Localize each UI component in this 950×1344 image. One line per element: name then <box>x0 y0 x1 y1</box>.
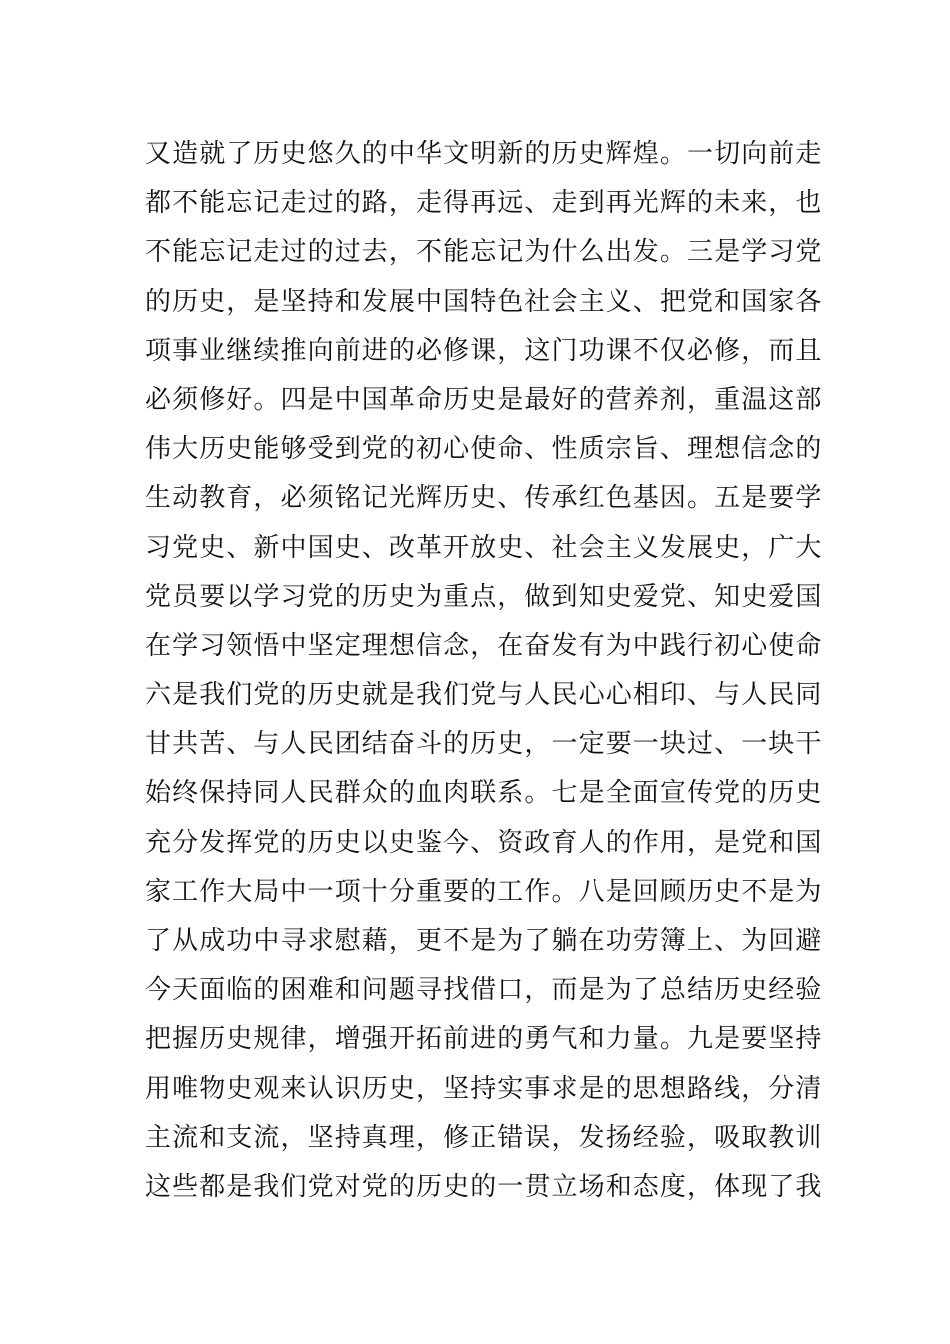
text-line: 今天面临的困难和问题寻找借口，而是为了总结历史经验 <box>145 975 823 1006</box>
text-line: 主流和支流，坚持真理，修正错误，发扬经验，吸取教训 <box>145 1122 823 1153</box>
text-line: 的历史，是坚持和发展中国特色社会主义、把党和国家各 <box>145 286 823 317</box>
body-text <box>145 130 823 1212</box>
text-line: 充分发挥党的历史以史鉴今、资政育人的作用，是党和国 <box>145 827 823 858</box>
text-line: 了从成功中寻求慰藉，更不是为了躺在功劳簿上、为回避 <box>145 926 823 956</box>
text-line: 都不能忘记走过的路，走得再远、走到再光辉的未来，也 <box>145 188 823 219</box>
text-line: 始终保持同人民群众的血肉联系。七是全面宣传党的历史 <box>145 778 823 809</box>
text-line: 项事业继续推向前进的必修课，这门功课不仅必修，而且 <box>145 335 823 366</box>
text-line: 把握历史规律，增强开拓前进的勇气和力量。九是要坚持 <box>145 1024 823 1055</box>
text-line: 又造就了历史悠久的中华文明新的历史辉煌。一切向前走 <box>145 139 823 169</box>
text-line: 用唯物史观来认识历史，坚持实事求是的思想路线，分清 <box>145 1073 823 1104</box>
text-line: 甘共苦、与人民团结奋斗的历史，一定要一块过、一块干 <box>145 729 823 760</box>
text-line: 党员要以学习党的历史为重点，做到知史爱党、知史爱国 <box>145 581 823 612</box>
text-line: 家工作大局中一项十分重要的工作。八是回顾历史不是为 <box>145 876 823 907</box>
text-line: 不能忘记走过的过去，不能忘记为什么出发。三是学习党 <box>145 237 823 268</box>
text-line: 必须修好。四是中国革命历史是最好的营养剂，重温这部 <box>145 384 823 415</box>
text-line: 生动教育，必须铭记光辉历史、传承红色基因。五是要学 <box>145 483 823 514</box>
text-line: 伟大历史能够受到党的初心使命、性质宗旨、理想信念的 <box>145 434 823 465</box>
text-line: 习党史、新中国史、改革开放史、社会主义发展史，广大 <box>145 532 823 563</box>
text-line: 这些都是我们党对党的历史的一贯立场和态度，体现了我 <box>145 1171 823 1202</box>
text-line: 六是我们党的历史就是我们党与人民心心相印、与人民同 <box>145 680 823 711</box>
text-line: 在学习领悟中坚定理想信念，在奋发有为中践行初心使命 <box>145 630 823 661</box>
